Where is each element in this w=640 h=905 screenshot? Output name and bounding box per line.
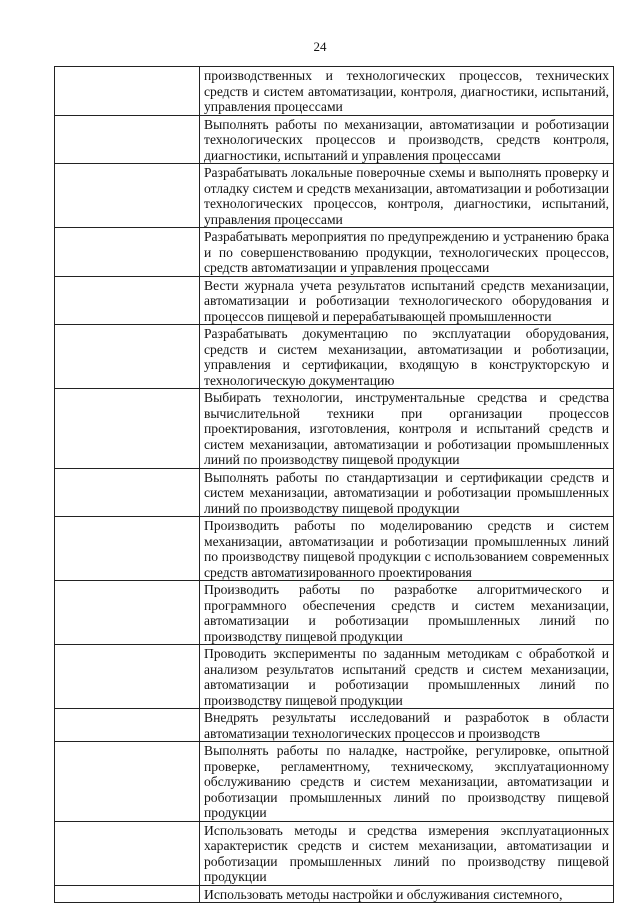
table-row (55, 742, 614, 822)
table-row (55, 581, 614, 645)
table-cell-empty (55, 115, 200, 164)
table-cell-empty (55, 468, 200, 517)
cell-text: Разрабатывать локальные поверочные схемы и выполнять проверку и отладку систем и средств механизации, автоматизации и роботизации технологических процессов, контроля, диагностики, испытаний, управления процессами (204, 165, 609, 227)
table-row (55, 885, 614, 902)
table-row (55, 821, 614, 885)
cell-text: Выполнять работы по стандартизации и сертификации средств и систем механизации, автоматизации и роботизации промышленных линий по производству пищевой продукции (204, 469, 609, 516)
cell-text: Использовать методы настройки и обслуживания системного, (204, 886, 563, 902)
table-cell (200, 67, 614, 116)
cell-text: производственных и технологических процессов, технических средств и систем автоматизации, контроля, диагностики, испытаний, управления процессами (204, 68, 609, 114)
requirements-table-body (55, 67, 614, 903)
table-cell-empty (55, 67, 200, 116)
table-cell (200, 468, 614, 517)
table-row (55, 164, 614, 228)
table-row (55, 468, 614, 517)
page-number: 24 (313, 39, 327, 54)
table-cell (200, 389, 614, 469)
table-cell-empty (55, 742, 200, 822)
table-cell-empty (55, 276, 200, 325)
table-cell-empty (55, 581, 200, 645)
cell-text: Разрабатывать мероприятия по предупреждению и устранению брака и по совершенствованию продукции, технологических процессов, средств автоматизации и управления процессами (204, 229, 609, 275)
table-cell-empty (55, 228, 200, 277)
table-cell (200, 581, 614, 645)
table-cell-empty (55, 885, 200, 902)
table-cell (200, 115, 614, 164)
table-cell (200, 709, 614, 742)
table-cell-empty (55, 389, 200, 469)
table-cell (200, 885, 614, 902)
cell-text: Вести журнала учета результатов испытаний средств механизации, автоматизации и роботизации технологического оборудования и процессов пищевой и перерабатывающей промышленности (204, 277, 609, 324)
table-cell (200, 325, 614, 389)
cell-text: Выбирать технологии, инструментальные средства и средства вычислительной техники при организации процессов проектирования, изготовления, контроля и испытаний средств и систем механизации, автоматизации и роботизации промышленных линий по производству пищевой продукции (204, 390, 609, 467)
cell-text: Выполнять работы по наладке, настройке, регулировке, опытной проверке, регламентному, техническому, эксплуатационному обслуживанию средств и систем механизации, автоматизации и роботизации промышленных линий по производству пищевой продукции (204, 743, 609, 820)
table-cell-empty (55, 164, 200, 228)
table-cell-empty (55, 517, 200, 581)
table-cell (200, 645, 614, 709)
table-row (55, 517, 614, 581)
table-cell (200, 164, 614, 228)
table-row (55, 325, 614, 389)
cell-text: Производить работы по разработке алгоритмического и программного обеспечения средств и систем механизации, автоматизации и роботизации промышленных линий по производству пищевой продукции (204, 582, 609, 644)
cell-text: Проводить эксперименты по заданным методикам с обработкой и анализом результатов испытаний средств и систем механизации, автоматизации и роботизации промышленных линий по производству пищевой продукции (204, 646, 609, 708)
cell-text: Выполнять работы по механизации, автоматизации и роботизации технологических процессов и производств, средств контроля, диагностики, испытаний и управления процессами (204, 116, 609, 163)
table-row (55, 389, 614, 469)
table-row (55, 115, 614, 164)
cell-text: Разрабатывать документацию по эксплуатации оборудования, средств и систем механизации, автоматизации и роботизации, управления и сертификации, входящую в конструкторскую и технологическую документацию (204, 326, 609, 388)
table-cell (200, 821, 614, 885)
table-cell-empty (55, 645, 200, 709)
cell-text: Использовать методы и средства измерения эксплуатационных характеристик средств и систем механизации, автоматизации и роботизации промышленных линий по производству пищевой продукции (204, 822, 609, 884)
table-row (55, 276, 614, 325)
table-cell-empty (55, 709, 200, 742)
table-row (55, 67, 614, 116)
table-row (55, 709, 614, 742)
table-row (55, 228, 614, 277)
table-cell (200, 517, 614, 581)
table-cell-empty (55, 821, 200, 885)
requirements-table (54, 66, 614, 903)
table-cell (200, 742, 614, 822)
table-cell (200, 228, 614, 277)
table-row (55, 645, 614, 709)
cell-text: Производить работы по моделированию средств и систем механизации, автоматизации и роботизации промышленных линий по производству пищевой продукции с использованием современных средств автоматизированного проектирования (204, 518, 609, 580)
table-cell-empty (55, 325, 200, 389)
cell-text: Внедрять результаты исследований и разработок в области автоматизации технологических процессов и производств (204, 710, 609, 741)
table-cell (200, 276, 614, 325)
